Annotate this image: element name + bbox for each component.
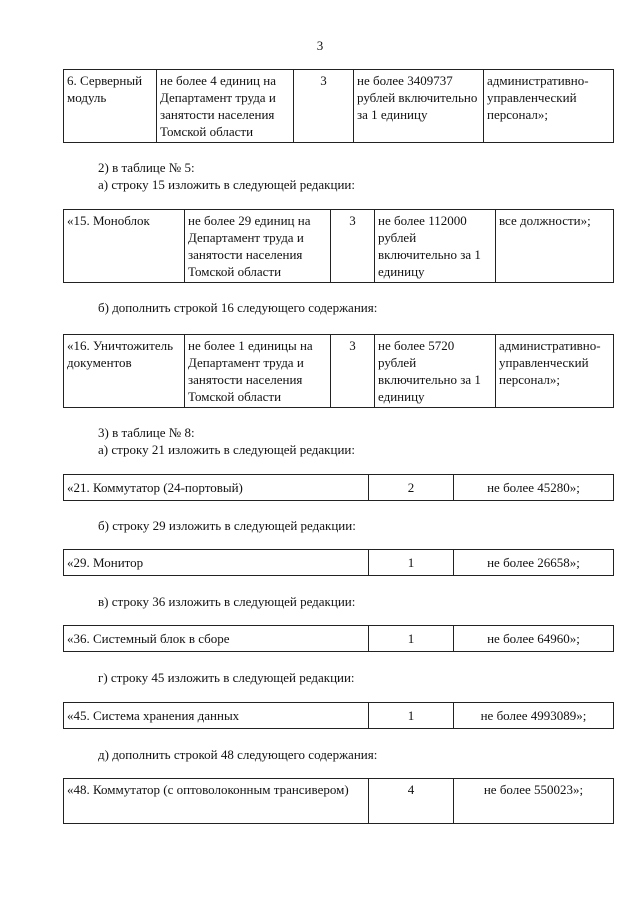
cell-price: не более 45280»;: [454, 475, 614, 501]
cell-price: не более 26658»;: [454, 550, 614, 576]
cell-qty-limit: не более 4 единиц на Департамент труда и занятости населения Томской области: [157, 70, 294, 143]
cell-name: «21. Коммутатор (24-портовый): [64, 475, 369, 501]
table-row-server-module: [63, 69, 614, 143]
table-row-system-unit: [63, 625, 614, 652]
cell-price: не более 64960»;: [454, 626, 614, 652]
cell-name: «36. Системный блок в сборе: [64, 626, 369, 652]
cell-count: 2: [369, 475, 454, 501]
table-row-monitor: [63, 549, 614, 576]
cell-count: 1: [369, 550, 454, 576]
paragraph-row21: а) строку 21 изложить в следующей редакции:: [98, 442, 355, 457]
cell-name: 6. Серверный модуль: [64, 70, 157, 143]
paragraph-row29: б) строку 29 изложить в следующей редакции:: [98, 518, 356, 533]
cell-price: не более 3409737 рублей включительно за 1 единицу: [354, 70, 484, 143]
table-row-switch-fiber: [63, 778, 614, 824]
cell-category: административно-управленческий персонал»;: [496, 335, 614, 408]
cell-category: все должности»;: [496, 210, 614, 283]
table-row-shredder: [63, 334, 614, 408]
cell-name: «16. Уничтожитель документов: [64, 335, 185, 408]
table-row-switch-24: [63, 474, 614, 501]
cell-name: «15. Моноблок: [64, 210, 185, 283]
cell-name: «29. Монитор: [64, 550, 369, 576]
cell-price: не более 4993089»;: [454, 703, 614, 729]
cell-count: 1: [369, 626, 454, 652]
paragraph-table8: 3) в таблице № 8:: [98, 425, 195, 440]
cell-price: не более 5720 рублей включительно за 1 единицу: [375, 335, 496, 408]
cell-count: 1: [369, 703, 454, 729]
cell-price: не более 550023»;: [454, 779, 614, 824]
paragraph-row36: в) строку 36 изложить в следующей редакции:: [98, 594, 356, 609]
cell-count: 3: [331, 335, 375, 408]
paragraph-row16: б) дополнить строкой 16 следующего содержания:: [98, 300, 378, 315]
cell-count: 3: [331, 210, 375, 283]
paragraph-row45: г) строку 45 изложить в следующей редакции:: [98, 670, 355, 685]
page-number: 3: [316, 38, 324, 53]
cell-count: 4: [369, 779, 454, 824]
cell-category: административно-управленческий персонал»;: [484, 70, 614, 143]
table-row-monoblock: [63, 209, 614, 283]
paragraph-row48: д) дополнить строкой 48 следующего содержания:: [98, 747, 378, 762]
table-row-storage: [63, 702, 614, 729]
cell-count: 3: [294, 70, 354, 143]
cell-name: «45. Система хранения данных: [64, 703, 369, 729]
cell-qty-limit: не более 1 единицы на Департамент труда и занятости населения Томской области: [185, 335, 331, 408]
cell-qty-limit: не более 29 единиц на Департамент труда и занятости населения Томской области: [185, 210, 331, 283]
paragraph-row15: а) строку 15 изложить в следующей редакции:: [98, 177, 355, 192]
paragraph-table5: 2) в таблице № 5:: [98, 160, 195, 175]
cell-price: не более 112000 рублей включительно за 1 единицу: [375, 210, 496, 283]
cell-name: «48. Коммутатор (с оптоволоконным трансивером): [64, 779, 369, 824]
